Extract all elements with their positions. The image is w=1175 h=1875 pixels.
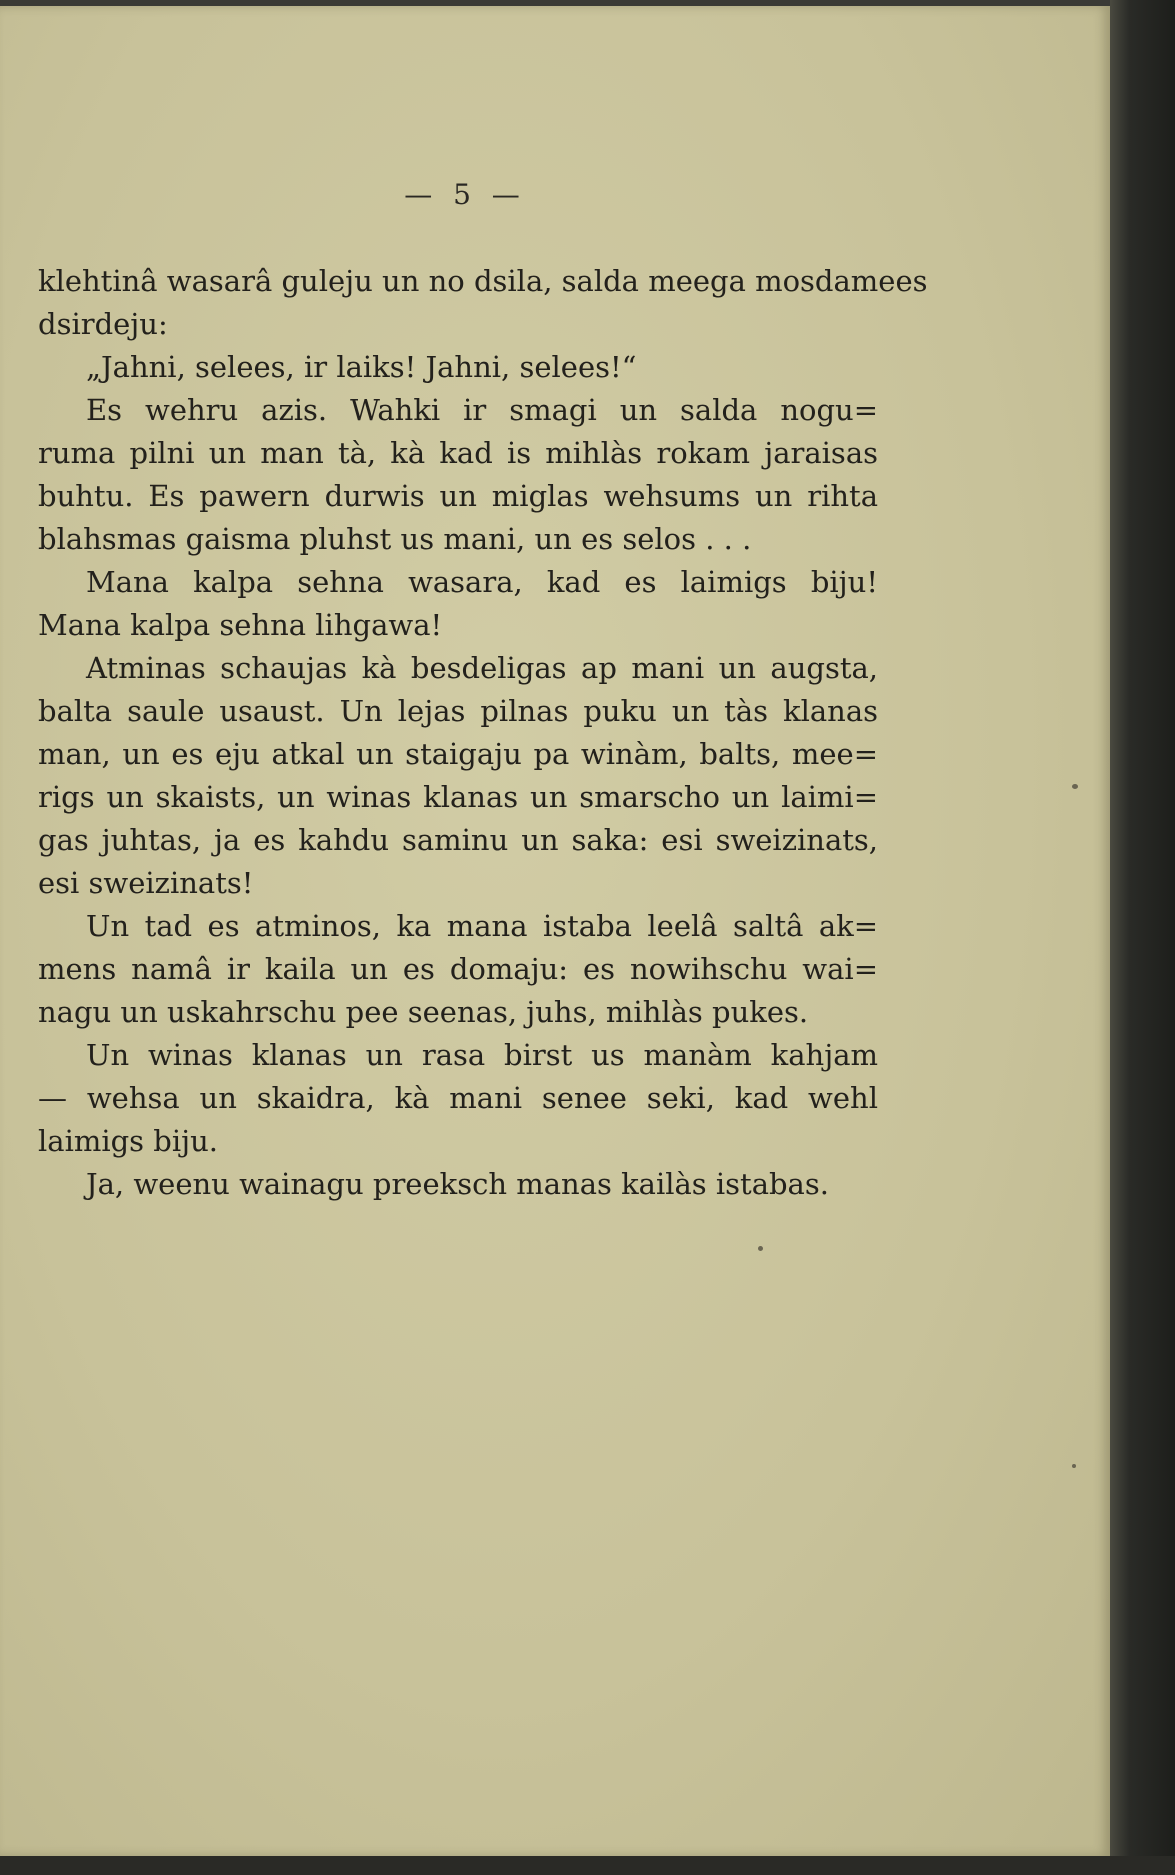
- text-line: rigs un skaists, un winas klanas un smarscho un laimi=: [38, 780, 878, 814]
- text-line: klehtinâ wasarâ guleju un no dsila, salda meega mosdamees: [38, 264, 928, 298]
- text-line: Un tad es atminos, ka mana istaba leelâ saltâ ak=: [86, 909, 878, 943]
- text-line: Es wehru azis. Wahki ir smagi un salda nogu=: [86, 393, 878, 427]
- text-line: nagu un uskahrschu pee seenas, juhs, mihlàs pukes.: [38, 995, 809, 1029]
- text-line: ruma pilni un man tà, kà kad is mihlàs rokam jaraisas: [38, 436, 878, 470]
- text-line: laimigs biju.: [38, 1124, 219, 1158]
- paper-speck: [1072, 1464, 1076, 1468]
- book-spine: [1110, 0, 1175, 1875]
- text-line: esi sweizinats!: [38, 866, 254, 900]
- text-line: Mana kalpa sehna lihgawa!: [38, 608, 443, 642]
- text-line: Un winas klanas un rasa birst us manàm kahjam: [86, 1038, 878, 1072]
- text-line: Atminas schaujas kà besdeligas ap mani un augsta,: [86, 651, 878, 685]
- page-number: — 5 —: [404, 178, 526, 211]
- text-line: Mana kalpa sehna wasara, kad es laimigs biju!: [86, 565, 878, 599]
- text-line: balta saule usaust. Un lejas pilnas puku un tàs klanas: [38, 694, 878, 728]
- book-page: [0, 6, 1110, 1856]
- text-line: Ja, weenu wainagu preeksch manas kailàs istabas.: [86, 1167, 829, 1201]
- paper-speck: [758, 1246, 763, 1251]
- text-line: blahsmas gaisma pluhst us mani, un es selos . . .: [38, 522, 752, 556]
- text-line: — wehsa un skaidra, kà mani senee seki, kad wehl: [38, 1081, 878, 1115]
- body-text: [38, 260, 928, 1206]
- text-line: mens namâ ir kaila un es domaju: es nowihschu wai=: [38, 952, 878, 986]
- text-line: „Jahni, selees, ir laiks! Jahni, selees!“: [86, 350, 637, 384]
- text-line: gas juhtas, ja es kahdu saminu un saka: esi sweizinats,: [38, 823, 878, 857]
- text-line: buhtu. Es pawern durwis un miglas wehsums un rihta: [38, 479, 878, 513]
- text-line: man, un es eju atkal un staigaju pa winàm, balts, mee=: [38, 737, 878, 771]
- text-line: dsirdeju:: [38, 307, 168, 341]
- page-bottom-edge: [0, 1856, 1175, 1875]
- paper-speck: [1072, 784, 1078, 789]
